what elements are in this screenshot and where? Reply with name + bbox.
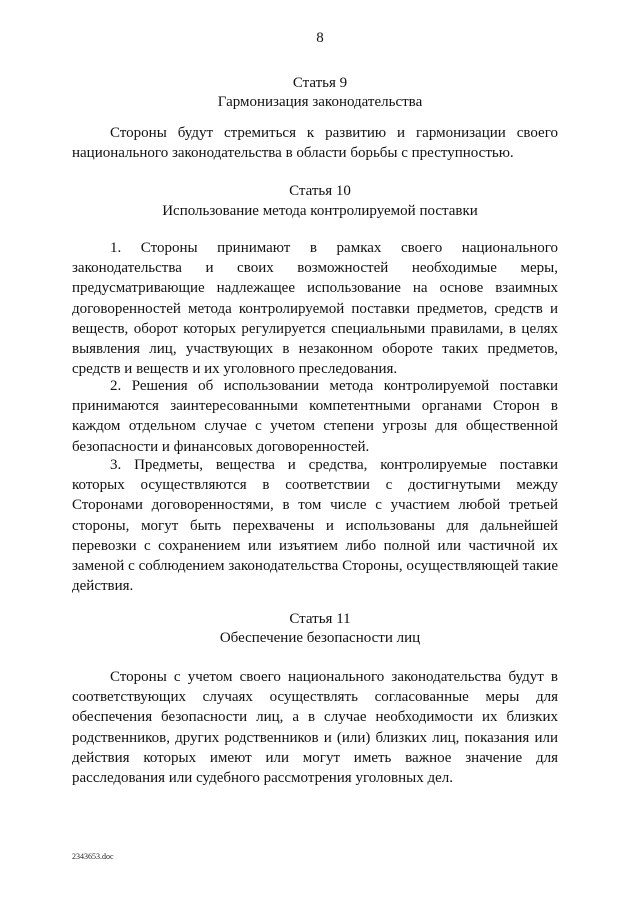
article-9-title: Гармонизация законодательства bbox=[217, 94, 423, 110]
article-11-number: Статья 11 bbox=[289, 611, 351, 627]
article-10-paragraph-3: 3. Предметы, вещества и средства, контролируемые поставки которых осуществляются в соответствии с достигнутыми между Сторонами договоренностями, в том числе с участием любой третьей стороны, могут быть перехвачены и использованы для дальнейшей перевозки с сохранением или изъятием либо полной или частичной их заменой с соблюдением законодательства Стороны, осуществляющей такие действия. bbox=[72, 457, 558, 595]
page-number: 8 bbox=[316, 30, 324, 46]
article-9-paragraph-1: Стороны будут стремиться к развитию и гармонизации своего национального законодательства в области борьбы с преступностью. bbox=[72, 125, 558, 162]
article-11-paragraph-1: Стороны с учетом своего национального законодательства будут в соответствующих случаях осуществлять согласованные меры для обеспечения безопасности лиц, а в случае необходимости их близких родственников, других родственников и (или) близких лиц, показания или действия которых имеют или могут иметь важное значение для расследования или судебного рассмотрения уголовных дел. bbox=[72, 669, 558, 787]
article-11-title: Обеспечение безопасности лиц bbox=[219, 630, 421, 646]
article-10-number: Статья 10 bbox=[289, 183, 351, 199]
article-10-paragraph-2: 2. Решения об использовании метода контролируемой поставки принимаются заинтересованными компетентными органами Сторон в каждом отдельном случае с учетом степени угрозы для общественной безопасности и финансовых договоренностей. bbox=[72, 378, 558, 455]
article-10-title: Использование метода контролируемой поставки bbox=[162, 203, 478, 219]
article-10-paragraph-1: 1. Стороны принимают в рамках своего национального законодательства и своих возможностей необходимые меры, предусматривающие надлежащее использование на основе взаимных договоренностей метода контролируемой поставки предметов, средств и веществ, оборот которых регулируется специальными правилами, в целях выявления лиц, участвующих в незаконном обороте таких предметов, средств и веществ и их уголовного преследования. bbox=[72, 240, 558, 378]
article-9-number: Статья 9 bbox=[292, 75, 348, 91]
footer-filename: 2343653.doc bbox=[72, 852, 114, 861]
